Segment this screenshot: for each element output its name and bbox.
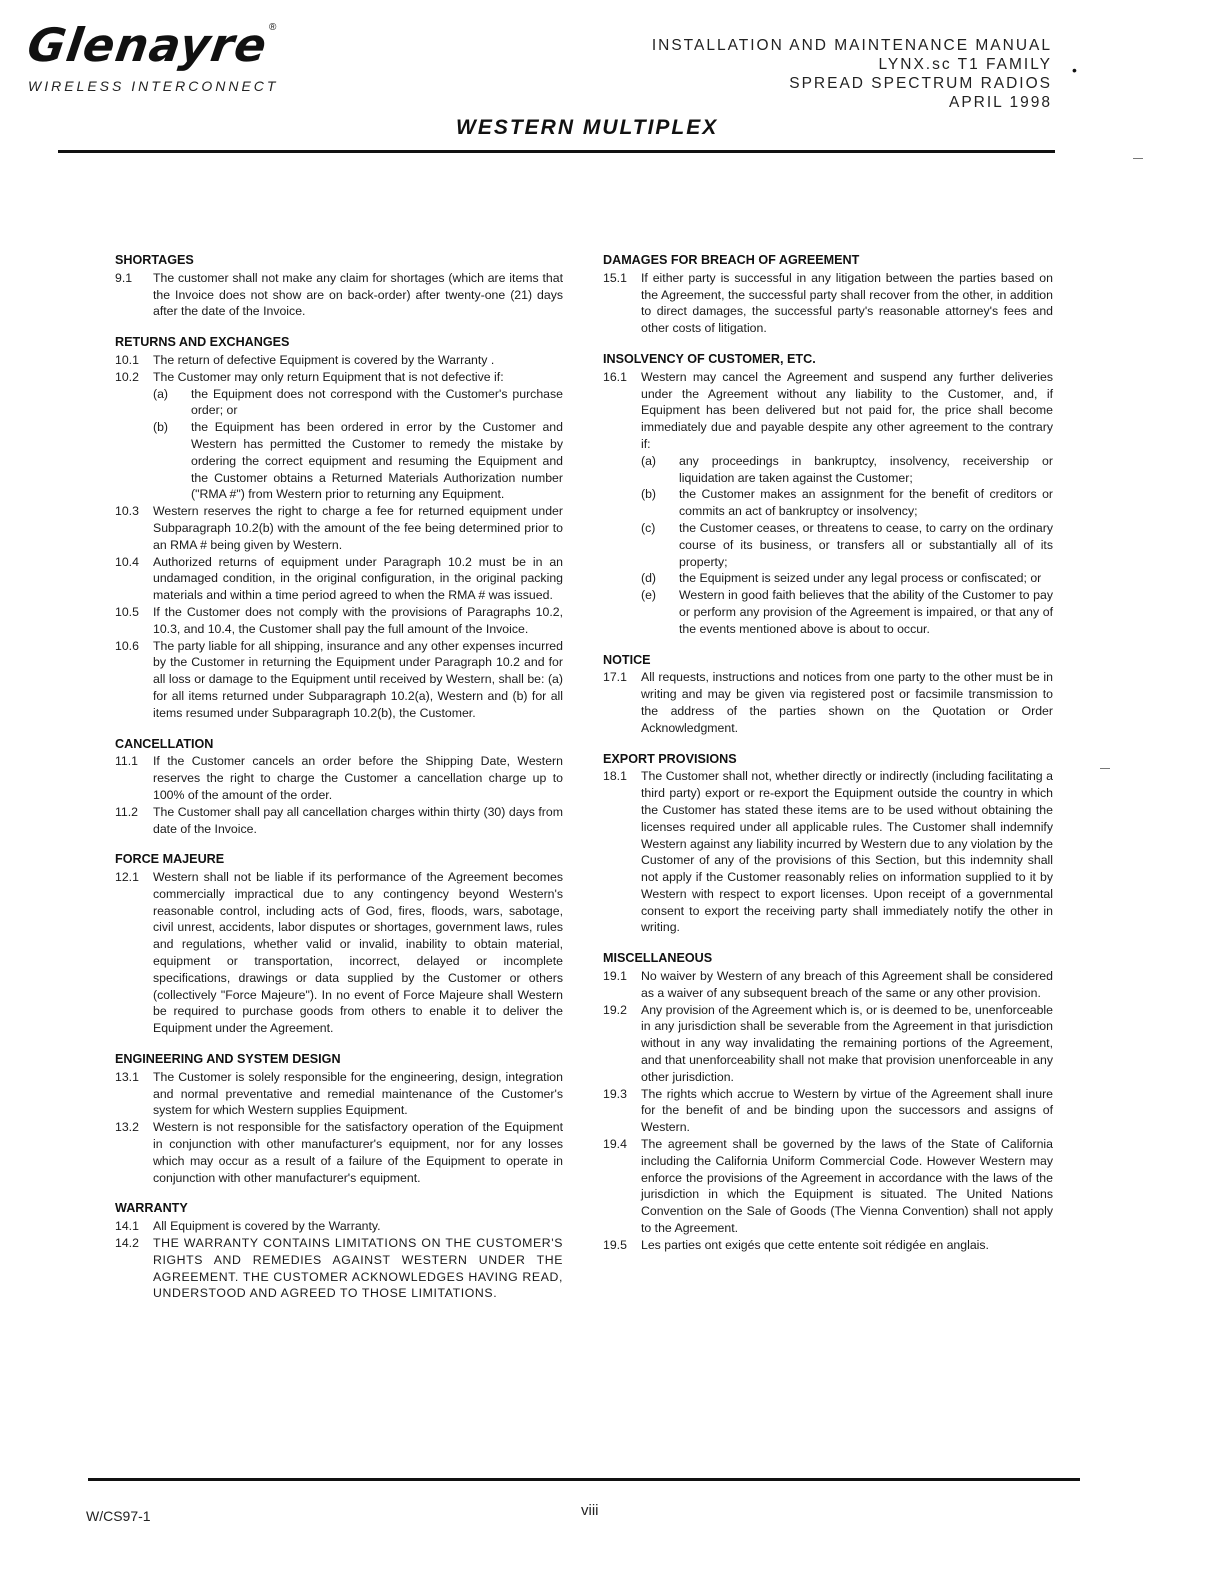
clause-text: If either party is successful in any litigation between the parties based on the Agreement, the successful party shall recover from the other, in addition to direct damages, the successful party's reasonable attorney's fees and other costs of litigation. [641, 270, 1053, 336]
clause-number: 10.1 [115, 352, 139, 367]
clause-number: 13.2 [115, 1120, 139, 1135]
page-title: WESTERN MULTIPLEX [456, 116, 719, 139]
clause-number: 19.1 [603, 969, 627, 984]
footer-rule [88, 1478, 1080, 1481]
subclause-text: the Equipment does not correspond with the Customer's purchase order; or [191, 386, 563, 418]
clause-number: 10.5 [115, 604, 139, 619]
clause-section [603, 252, 1053, 337]
subclause-text: the Customer makes an assignment for the benefit of creditors or commits an act of bankruptcy or insolvency; [679, 487, 1053, 519]
clause-text: No waiver by Western of any breach of this Agreement shall be considered as a waiver of any subsequent breach of the same or any other provision. [641, 969, 1053, 1000]
document-code: W/CS97-1 [86, 1508, 151, 1524]
clause-section [603, 351, 1053, 638]
clause-text: Any provision of the Agreement which is, or is deemed to be, unenforceable in any jurisdiction shall be severable from the Agreement in that jurisdiction without in any way invalidating the remaining portions of the Agreement, and that unenforceability shall not make that provision unenforceable in any other jurisdiction. [641, 1002, 1053, 1084]
subclause-label: (a) [153, 386, 169, 401]
scan-mark [1100, 768, 1110, 769]
clause-text: The party liable for all shipping, insurance and any other expenses incurred by the Customer in returning the Equipment under Paragraph 10.2 and for all loss or damage to the Equipment until received by Western, shall be: (a) for all items returned under Subparagraph 10.2(a), Western and (b) for all items resumed under Subparagraph 10.2(b), the Customer. [153, 638, 563, 720]
clause-section [603, 950, 1053, 1253]
section-heading: FORCE MAJEURE [115, 852, 225, 867]
clause-text: Western may cancel the Agreement and suspend any further deliveries under the Agreement without any liability to the Customer, and, if Equipment has been delivered but not paid for, the price shall become immediately due and payable despite any other agreement to the contrary if: [641, 369, 1053, 451]
clause-section [115, 334, 563, 721]
subclause-item [641, 486, 1053, 520]
subclause-label: (b) [153, 420, 169, 435]
section-heading: ENGINEERING AND SYSTEM DESIGN [115, 1052, 341, 1067]
clause-number: 13.1 [115, 1069, 139, 1084]
clause-item [115, 753, 563, 803]
clause-number: 9.1 [115, 270, 133, 285]
clause-item [115, 1218, 563, 1235]
section-heading: INSOLVENCY OF CUSTOMER, ETC. [603, 351, 816, 366]
clause-item [115, 804, 563, 838]
left-column [115, 252, 563, 1316]
clause-item [603, 968, 1053, 1002]
clause-item [603, 1136, 1053, 1237]
page-number: viii [581, 1502, 599, 1519]
right-column [603, 252, 1053, 1268]
subclause-item [641, 453, 1053, 487]
section-heading: WARRANTY [115, 1201, 188, 1216]
clause-text: THE WARRANTY CONTAINS LIMITATIONS ON THE CUSTOMER'S RIGHTS AND REMEDIES AGAINST WESTERN UNDER THE AGREEMENT. THE CUSTOMER ACKNOWLEDGES HAVING READ, UNDERSTOOD AND AGREED TO THOSE LIMITATIONS. [153, 1236, 563, 1301]
subclause-label: (a) [641, 453, 657, 468]
section-heading: EXPORT PROVISIONS [603, 751, 737, 766]
clause-number: 19.4 [603, 1137, 627, 1152]
clause-section [115, 1200, 563, 1302]
subclause-text: any proceedings in bankruptcy, insolvency, receivership or liquidation are taken against the Customer; [679, 453, 1053, 485]
section-heading: SHORTAGES [115, 253, 194, 267]
header-rule [58, 150, 1055, 153]
section-heading: DAMAGES FOR BREACH OF AGREEMENT [603, 253, 860, 267]
subclause-label: (c) [641, 520, 656, 535]
clause-number: 11.2 [115, 804, 139, 819]
clause-text: The Customer is solely responsible for the engineering, design, integration and normal preventative and remedial maintenance of the Customer's system for which Western supplies Equipment. [153, 1069, 563, 1118]
clause-number: 19.5 [603, 1237, 627, 1252]
publication-date: APRIL 1998 [948, 94, 1052, 111]
clause-text: The agreement shall be governed by the laws of the State of California including the California Uniform Commercial Code. However Western may enforce the provisions of the Agreement in accordance with the laws of the jurisdiction in which the Equipment is situated. The United Nations Convention on the Sale of Goods (The Vienna Convention) shall not apply to the Agreement. [641, 1137, 1053, 1236]
clause-section [115, 252, 563, 320]
scan-mark [1133, 158, 1143, 159]
clause-text: If the Customer does not comply with the provisions of Paragraphs 10.2, 10.3, and 10.4, the Customer shall pay the full amount of the Invoice. [153, 604, 563, 636]
clause-text: The Customer shall pay all cancellation charges within thirty (30) days from date of the Invoice. [153, 804, 563, 836]
subclause-label: (b) [641, 487, 657, 502]
clause-number: 15.1 [603, 270, 627, 285]
clause-text: If the Customer cancels an order before the Shipping Date, Western reserves the right to charge the Customer a cancellation charge up to 100% of the amount of the order. [153, 754, 563, 802]
clause-text: Authorized returns of equipment under Paragraph 10.2 must be in an undamaged condition, in the original configuration, in the original packing materials and within a time period agreed to when the RMA # was issued. [153, 554, 563, 603]
clause-number: 10.2 [115, 369, 139, 384]
subclause-item [153, 386, 563, 420]
clause-item [115, 1235, 563, 1302]
clause-text: The customer shall not make any claim for shortages (which are items that the Invoice does not show are on back-order) after twenty-one (21) days after the date of the Invoice. [153, 270, 563, 319]
clause-text: Western shall not be liable if its performance of the Agreement becomes commercially impractical due to any contingency beyond Western's reasonable control, including acts of God, fires, floods, wars, sabotage, civil unrest, accidents, labor disputes or shortages, government laws, rules and regulations, whether valid or invalid, inability to obtain material, equipment or transportation, incorrect, delayed or incomplete specifications, drawings or data supplied by the Customer or others (collectively "Force Majeure"). In no event of Force Majeure shall Western be required to purchase goods from others to enable it to deliver the Equipment under the Agreement. [153, 870, 563, 1036]
subclause-text: Western in good faith believes that the ability of the Customer to pay or perform any provision of the Agreement is impaired, or that any of the events mentioned above is about to occur. [679, 588, 1053, 636]
clause-section [115, 851, 563, 1037]
clause-number: 11.1 [115, 754, 139, 769]
clause-section [115, 736, 563, 838]
section-heading: RETURNS AND EXCHANGES [115, 335, 290, 350]
clause-item [115, 369, 563, 386]
clause-text: The Customer may only return Equipment that is not defective if: [153, 369, 504, 384]
clause-text: Les parties ont exigés que cette entente soit rédigée en anglais. [641, 1237, 989, 1252]
product-family: LYNX.sc T1 FAMILY [878, 56, 1052, 73]
header-info [652, 36, 1052, 112]
subclause-label: (d) [641, 571, 657, 586]
clause-number: 19.2 [603, 1002, 627, 1017]
clause-section [115, 1051, 563, 1186]
clause-section [603, 652, 1053, 737]
clause-item [115, 1119, 563, 1186]
clause-number: 12.1 [115, 870, 139, 885]
subclause-text: the Equipment has been ordered in error by the Customer and Western has permitted the Customer to remedy the mistake by ordering the correct equipment and resuming the Equipment and the Customer obtains a Returned Materials Authorization number ("RMA #") from Western prior to returning any Equipment. [191, 420, 563, 502]
clause-number: 19.3 [603, 1086, 627, 1101]
clause-item [603, 270, 1053, 337]
clause-section [603, 751, 1053, 937]
clause-item [115, 554, 563, 604]
clause-item [603, 1002, 1053, 1086]
clause-number: 18.1 [603, 769, 627, 784]
clause-item [115, 604, 563, 638]
subclause-item [641, 587, 1053, 637]
subclause-label: (e) [641, 588, 657, 603]
clause-item [115, 869, 563, 1037]
clause-text: Western reserves the right to charge a fee for returned equipment under Subparagraph 10.2(b) with the amount of the fee being determined prior to an RMA # being given by Western. [153, 504, 563, 552]
clause-item [115, 352, 563, 369]
clause-text: The return of defective Equipment is covered by the Warranty . [153, 352, 495, 367]
stray-mark: • [1072, 62, 1077, 78]
clause-text: All requests, instructions and notices from one party to the other must be in writing and may be given via registered post or facsimile transmission to the address of the parties shown on the Quotation or Order Acknowledgment. [641, 670, 1053, 735]
clause-number: 10.4 [115, 554, 139, 569]
subclause-item [641, 570, 1053, 587]
clause-item [115, 270, 563, 320]
clause-text: The rights which accrue to Western by virtue of the Agreement shall inure for the benefit of and be binding upon the successors and assigns of Western. [641, 1086, 1053, 1135]
clause-number: 10.3 [115, 504, 139, 519]
clause-item [115, 638, 563, 722]
section-heading: NOTICE [603, 652, 651, 667]
clause-number: 10.6 [115, 638, 139, 653]
registered-mark: ® [268, 22, 277, 33]
subclause-item [641, 520, 1053, 570]
clause-number: 16.1 [603, 369, 627, 384]
section-heading: MISCELLANEOUS [603, 951, 713, 966]
clause-text: All Equipment is covered by the Warranty. [153, 1219, 381, 1234]
subclause-item [153, 419, 563, 503]
clause-text: The Customer shall not, whether directly or indirectly (including facilitating a third party) export or re-export the Equipment outside the country in which the Customer has stated these items are to be used without obtaining the licenses required under all applicable rules. The Customer shall indemnify Western against any liability incurred by Western due to any violation by the Customer of any of the provisions of this Section, but this indemnity shall not apply if the Customer reasonably relies on information supplied to it by Western with respect to export licenses. Upon receipt of a governmental consent to export the receiving party shall immediately notify the other in writing. [641, 769, 1053, 935]
clause-item [603, 1086, 1053, 1136]
logo-subtitle: WIRELESS INTERCONNECT [28, 78, 279, 94]
subclause-text: the Equipment is seized under any legal process or confiscated; or [679, 571, 1042, 586]
clause-item [603, 669, 1053, 736]
clause-number: 14.2 [115, 1236, 139, 1251]
logo [24, 18, 328, 94]
clause-number: 17.1 [603, 670, 627, 685]
clause-item [603, 369, 1053, 453]
clause-item [115, 503, 563, 553]
subclause-text: the Customer ceases, or threatens to cease, to carry on the ordinary course of its business, or transfers all or substantially all of its property; [679, 520, 1053, 569]
clause-item [603, 768, 1053, 936]
product-type: SPREAD SPECTRUM RADIOS [789, 75, 1052, 92]
section-heading: CANCELLATION [115, 736, 214, 751]
clause-item [115, 1069, 563, 1119]
logo-wordmark: Glenayre [24, 18, 271, 72]
clause-item [603, 1237, 1053, 1254]
clause-number: 14.1 [115, 1219, 139, 1234]
manual-title: INSTALLATION AND MAINTENANCE MANUAL [651, 37, 1052, 54]
clause-text: Western is not responsible for the satisfactory operation of the Equipment in conjunction with other manufacturer's equipment, nor for any losses which may occur as a result of a failure of the Equipment to operate in conjunction with other manufacturer's equipment. [153, 1120, 563, 1185]
